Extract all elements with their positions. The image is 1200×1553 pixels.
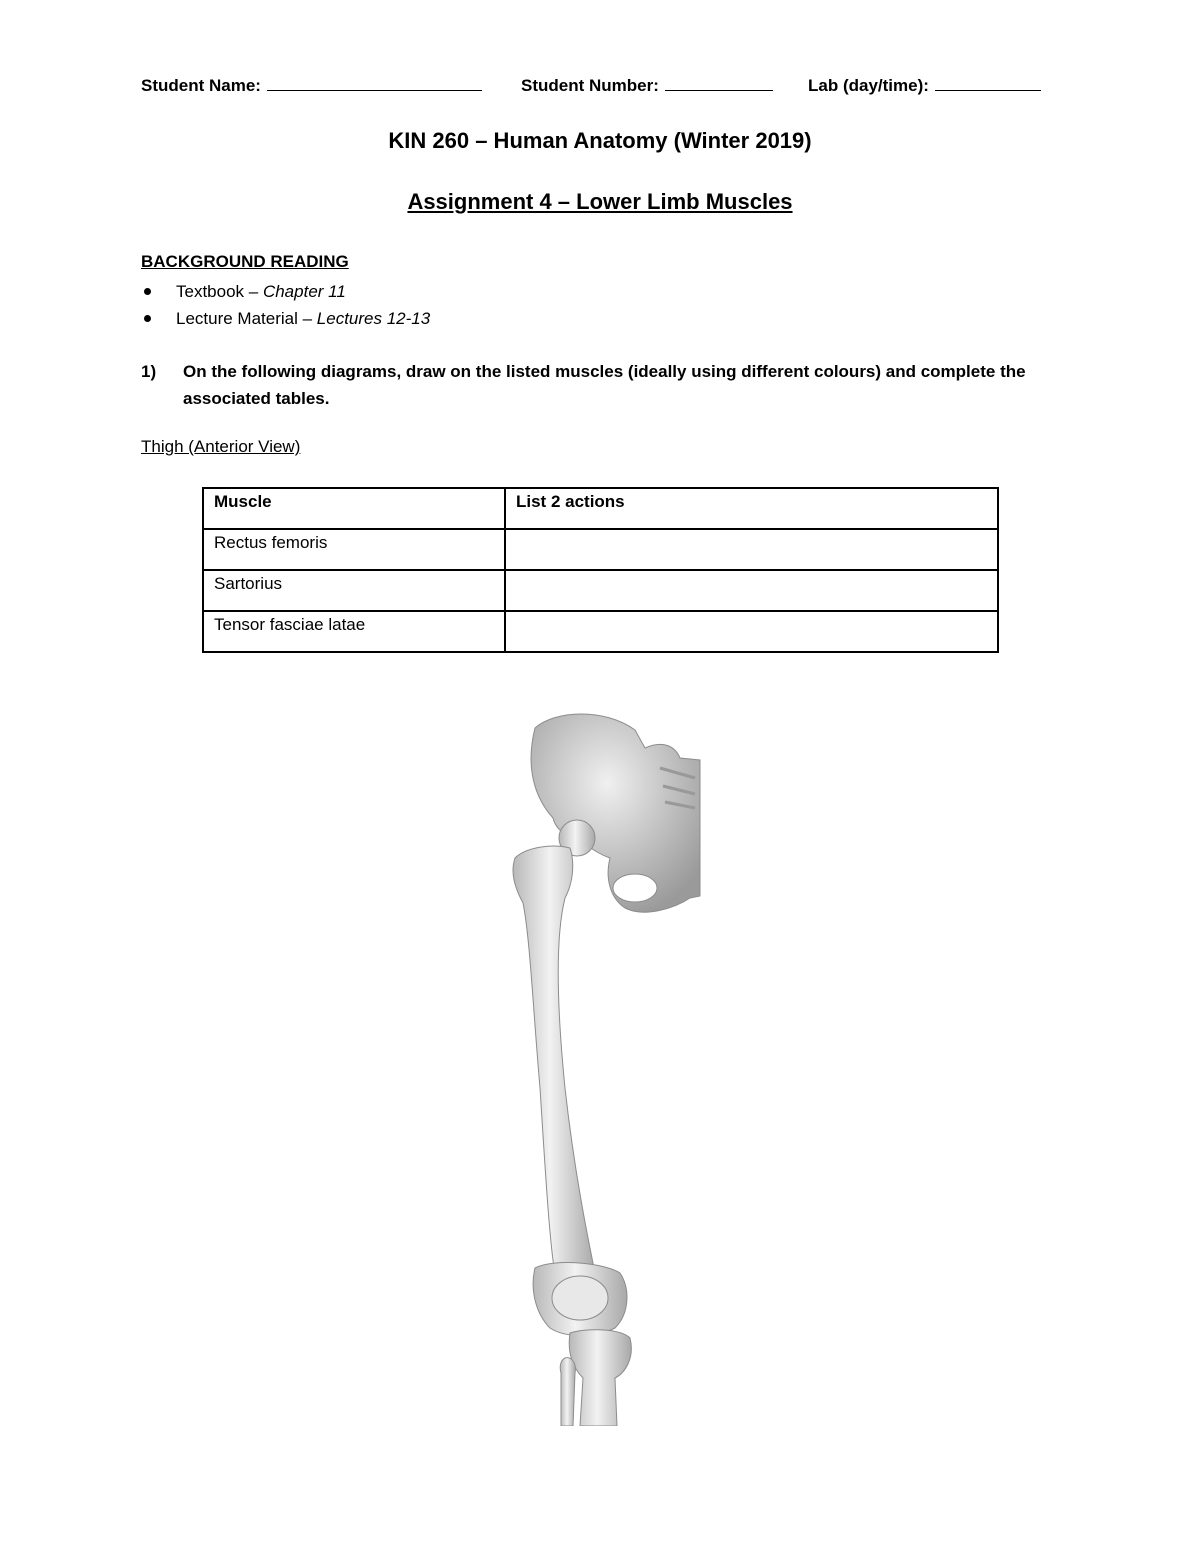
actions-cell[interactable] — [505, 529, 998, 570]
list-item: Textbook – Chapter 11 — [141, 278, 430, 305]
question-text: On the following diagrams, draw on the listed muscles (ideally using different colours) and complete the associated tables. — [183, 362, 1026, 408]
tibia-fibula — [560, 1330, 631, 1426]
lab-label: Lab (day/time): — [808, 76, 929, 95]
table-header-row — [203, 488, 998, 529]
student-number-label: Student Number: — [521, 76, 659, 95]
background-reading-heading: BACKGROUND READING — [141, 252, 349, 271]
muscle-cell: Sartorius — [203, 570, 505, 611]
question-number: 1) — [141, 362, 157, 381]
table-row — [203, 570, 998, 611]
reading-list — [141, 278, 430, 332]
actions-cell[interactable] — [505, 570, 998, 611]
lab-field — [808, 74, 1041, 96]
muscle-actions-table — [202, 487, 999, 653]
course-title: KIN 260 – Human Anatomy (Winter 2019) — [388, 128, 812, 153]
column-header-muscle: Muscle — [203, 488, 505, 529]
student-number-field — [521, 74, 773, 96]
table-row — [203, 611, 998, 652]
student-name-field — [141, 74, 482, 96]
muscle-cell: Rectus femoris — [203, 529, 505, 570]
student-info-header — [141, 74, 1061, 98]
student-name-label: Student Name: — [141, 76, 261, 95]
femur-anterior-diagram — [495, 708, 705, 1426]
list-item: Lecture Material – Lectures 12-13 — [141, 305, 430, 332]
thigh-view-label: Thigh (Anterior View) — [141, 437, 301, 456]
column-header-actions: List 2 actions — [505, 488, 998, 529]
femur — [513, 820, 627, 1336]
assignment-title: Assignment 4 – Lower Limb Muscles — [407, 189, 793, 214]
muscle-cell: Tensor fasciae latae — [203, 611, 505, 652]
actions-cell[interactable] — [505, 611, 998, 652]
student-name-blank[interactable] — [267, 74, 482, 91]
lab-blank[interactable] — [935, 74, 1041, 91]
student-number-blank[interactable] — [665, 74, 773, 91]
table-row — [203, 529, 998, 570]
